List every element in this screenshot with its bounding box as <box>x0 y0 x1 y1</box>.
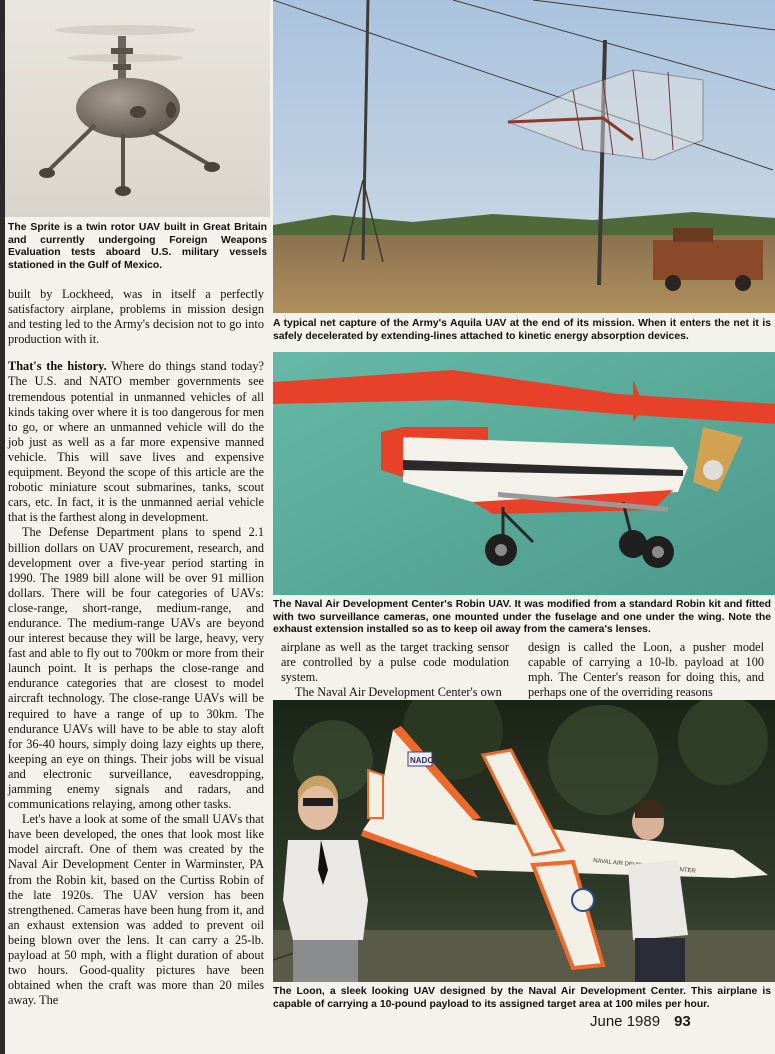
article-column-mid <box>281 640 509 700</box>
aquila-net-capture-photo <box>273 0 775 313</box>
article-paragraph: design is called the Loon, a pusher model capable of carrying a 10-lb. payload at 100 mph. The Center's reason for doing this, and perhaps one of the overriding reasons <box>528 640 764 700</box>
loon-wing-text: NAVAL AIR CENTER <box>592 858 696 875</box>
loon-logo-text: NADC <box>410 756 434 765</box>
page-footer <box>590 1013 770 1035</box>
issue-date: June 1989 <box>590 1013 661 1030</box>
loon-uav-photo <box>273 700 775 982</box>
article-paragraph: built by Lockheed, was in itself a perfectly satisfactory airplane, problems in mission design and testing led to the Army's decision not to go into production with it. <box>8 287 264 347</box>
article-column-right <box>528 640 764 700</box>
page-number: 93 <box>674 1013 691 1030</box>
robin-uav-photo <box>273 352 775 595</box>
article-paragraph: airplane as well as the target tracking sensor are controlled by a pulse code modulation system. <box>281 640 509 685</box>
loon-caption: The Loon, a sleek looking UAV designed by the Naval Air Development Center. This airplane is capable of carrying a 10-pound payload to its assigned target area at 100 miles per hour. <box>273 986 771 1010</box>
section-lead-in: That's the history. <box>8 359 107 374</box>
aquila-caption: A typical net capture of the Army's Aquila UAV at the end of its mission. When it enters the net it is safely decelerated by extending-lines attached to kinetic energy absorption devices. <box>273 318 771 342</box>
article-paragraph: The Naval Air Development Center's own <box>295 685 502 700</box>
article-paragraph: Let's have a look at some of the small UAVs that have been developed, the ones that look most like model aircraft. One of them was created by the Naval Air Development Center in Warminster, PA from the Robin kit, based on the Curtiss Robin of the late 1920s. The UAV version has been strengthened. Cameras have been hung from it, and an exhaust extension was added to prevent oil being blown over the lens. It can carry a 25-lb. payload at 50 mph, with a flight duration of about two hours. Good-quality pictures have been obtained when the craft was more than 20 miles away. The <box>8 812 264 1008</box>
sprite-uav-photo <box>5 0 270 217</box>
robin-caption: The Naval Air Development Center's Robin UAV. It was modified from a standard Robin kit and fitted with two surveillance cameras, one mounted under the fuselage and one under the wing. Note the exhaust extension installed so as to keep oil away from the camera's lenses. <box>273 599 771 636</box>
sprite-caption: The Sprite is a twin rotor UAV built in Great Britain and currently undergoing Foreign Weapons Evaluation tests aboard U.S. military vessels stationed in the Gulf of Mexico. <box>8 222 267 271</box>
article-paragraph: The Defense Department plans to spend 2.1 billion dollars on UAV procurement, research, and development over a five-year period starting in 1990. The 1989 bill alone will be over 91 million dollars. There will be four categories of UAVs: close-range, short-range, medium-range, and endurance. The medium-range UAVs are beyond our interest because they will be large, heavy, very fast and able to fly out to 700km or more from their launch point. It is perhaps the close-range and endurance categories that are closest to model aircraft technology. The close-range UAVs will be required to have a range of up to 30km. The endurance UAVs will have to be able to stay aloft for 36-40 hours, simply doing lazy eights up there, keeping an eye on things. Their jobs will be visual and electronic surveillance, eavesdropping, jamming enemy signals and radars, and communications relaying, among other tasks. <box>8 525 264 812</box>
article-column-left <box>8 287 264 1008</box>
article-paragraph: That's the history. Where do things stand today? The U.S. and NATO member governments see tremendous potential in unmanned vehicles of all kinds taking over where it is too dangerous for men to go, or where an unmanned vehicle will do the job just as well as a far more expensive manned vehicle. This will save lives and expensive equipment. Beyond the scope of this article are the robotic miniature scout submarines, tanks, scout cars, etc. In fact, it is the unmanned aerial vehicle that is the farthest along in development. <box>8 359 264 525</box>
